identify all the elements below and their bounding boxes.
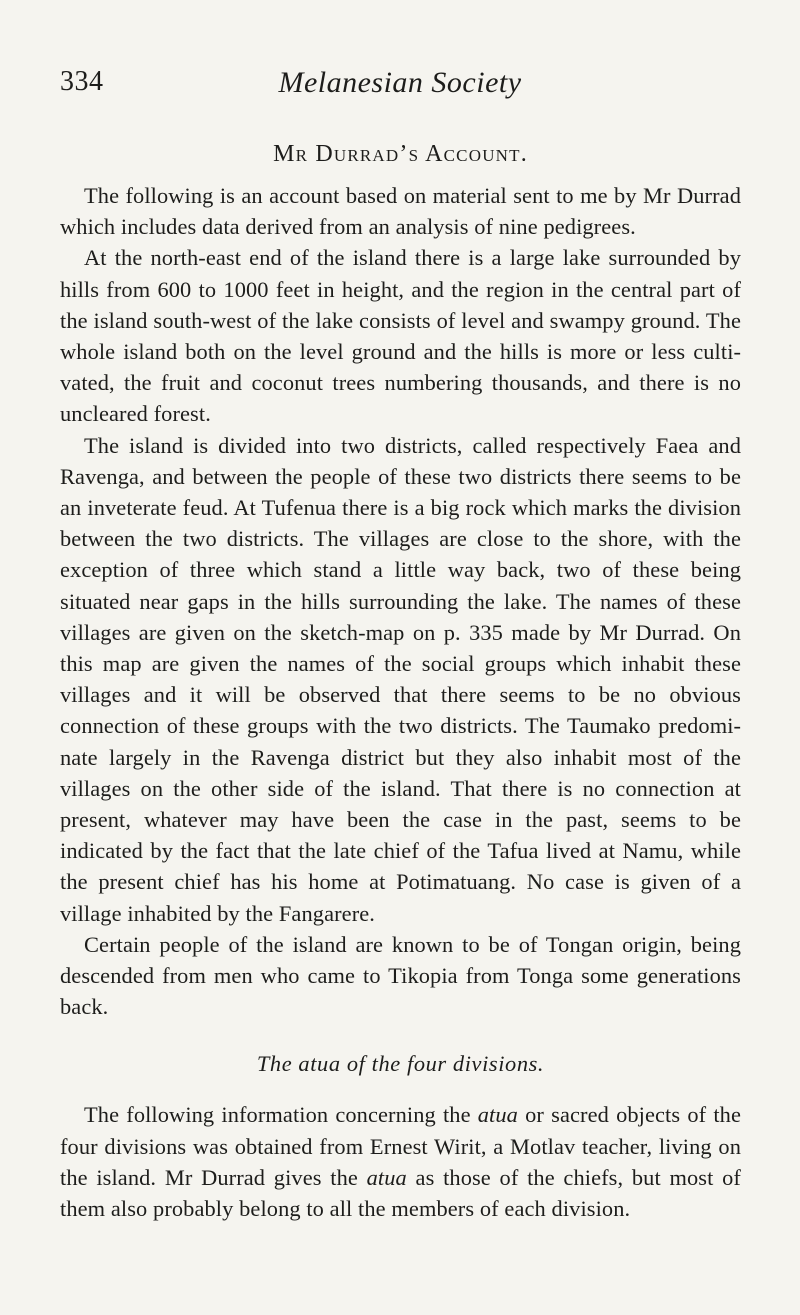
paragraph-text: The following information concerning the [84,1102,478,1128]
paragraph: The island is divided into two districts, called respectively Faea and Ravenga, and between the people of these two districts there seems to be an inveterate feud. At Tufenua there is a big rock which marks the division between the two districts. The villages are close to the shore, with the exception of three which stand a little way back, two of these being situated near gaps in the hills surrounding the lake. The names of these villages are given on the sketch-map on p. 335 made by Mr Durrad. On this map are given the names of the social groups which inhabit these villages and it will be observed that there seems to be no obvious connection of these groups with the two districts. The Taumako predominate largely in the Ravenga district but they also inhabit most of the villages on the other side of the island. That there is no connection at present, whatever may have been the case in the past, seems to be indicated by the fact that the late chief of the Tafua lived at Namu, while the present chief has his home at Potimatuang. No case is given of a village inhabited by the Fangarere. [60,432,741,926]
section-heading: Mr Durrad’s Account. [273,141,528,167]
italic-term: atua [477,1102,518,1128]
running-title: Melanesian Society [278,66,522,99]
paragraph-text: as those of the chiefs, but most of them also probably belong to all the members of each division. [60,1164,741,1222]
paragraph: At the north-east end of the island there is a large lake surrounded by hills from 600 to 1000 feet in height, and the region in the central part of the island south-west of the lake consists of level and swampy ground. The whole island both on the level ground and the hills is more or less cultivated, the fruit and coconut trees numbering thousands, and there is no uncleared forest. [60,245,741,427]
paragraph: Certain people of the island are known to be of Tongan origin, being descended from men who came to Tikopia from Tonga some generations back. [60,931,741,1020]
page-number: 334 [60,66,104,97]
page-header [60,66,740,106]
subsection-heading: The atua of the four divisions. [256,1051,545,1077]
paragraph [60,1099,741,1224]
paragraph-text: or sacred objects of the four divisions was obtained from Ernest Wirit, a Motlav teacher, living on the island. Mr Durrad gives the [60,1102,741,1190]
italic-term: atua [366,1164,407,1190]
paragraph: The following is an account based on material sent to me by Mr Durrad which includes data derived from an analysis of nine pedigrees. [60,183,741,240]
body-text [60,138,741,1224]
